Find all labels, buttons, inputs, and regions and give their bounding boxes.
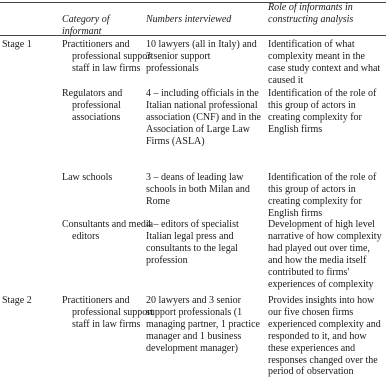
row-stage-label: Stage 2 [2, 295, 32, 306]
row-category: Practitioners and professional support staff in law firms [62, 295, 154, 330]
row-category: Practitioners and professional support staff in law firms [62, 39, 154, 74]
row-numbers: 4 – including officials in the Italian national professional association (CNF) and in the Association of Large Law Firms (ASLA) [146, 88, 261, 147]
row-category: Law schools [62, 172, 113, 183]
row-numbers: 20 lawyers and 3 senior support professionals (1 managing partner, 1 practice manager and 1 business development manager) [146, 295, 260, 354]
header-rule [0, 35, 386, 36]
header-role: Role of informants in constructing analysis [268, 2, 354, 25]
row-category: Regulators and professional associations [62, 88, 123, 123]
row-numbers: 3 – deans of leading law schools in both Milan and Rome [146, 172, 250, 207]
row-role: Identification of the role of this group of actors in creating complexity for English firms [268, 88, 377, 135]
row-role: Identification of what complexity meant in the case study context and what caused it [268, 39, 381, 86]
row-category: Consultants and media editors [62, 219, 154, 242]
row-role: Provides insights into how our five chosen firms experienced complexity and responded to it, and how these experiences and responses changed over the period of observation [268, 295, 381, 378]
row-numbers: 10 lawyers (all in Italy) and 3 senior support professionals [146, 39, 257, 74]
header-numbers: Numbers interviewed [146, 14, 232, 25]
row-stage-label: Stage 1 [2, 39, 32, 50]
header-category: Category of informant [62, 14, 110, 37]
row-role: Identification of the role of this group of actors in creating complexity for English firms [268, 172, 377, 219]
row-role: Development of high level narrative of how complexity had played out over time, and how the media itself contributed to firms' experiences of complexity [268, 219, 382, 290]
row-numbers: 4 – editors of specialist Italian legal press and consultants to the legal profession [146, 219, 239, 266]
